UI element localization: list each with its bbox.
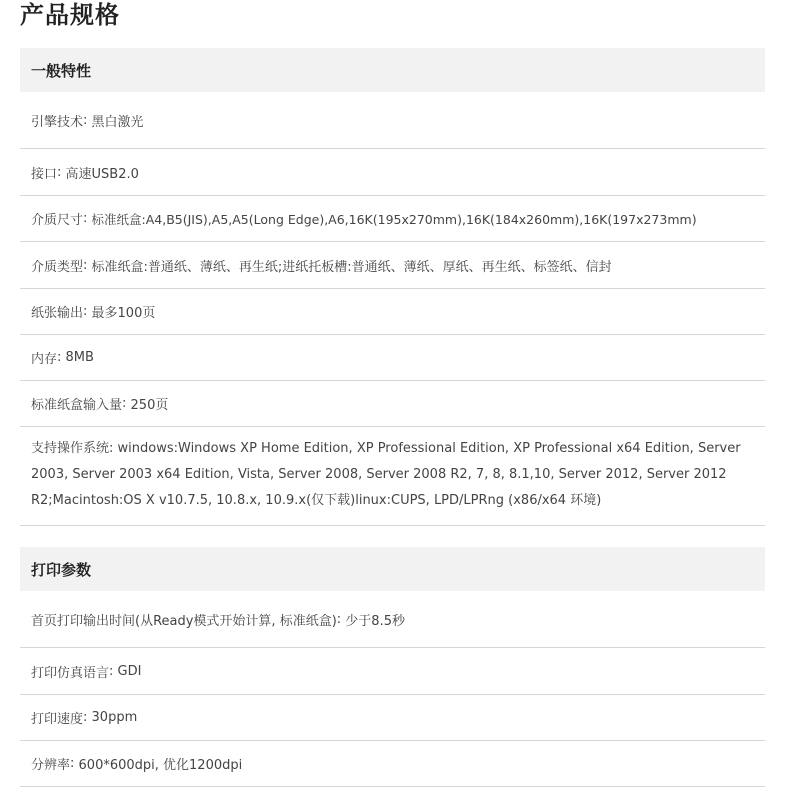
spec-row-emulation — [20, 648, 765, 695]
spec-row-tray-capacity — [20, 381, 765, 427]
spec-label: 接口 — [31, 166, 58, 182]
section-title: 一般特性 — [20, 48, 765, 92]
spec-text-block — [31, 436, 757, 514]
spec-label: 标准纸盒输入量 — [31, 398, 123, 413]
section-title: 打印参数 — [20, 547, 765, 591]
spec-separator: : — [83, 257, 92, 273]
spec-label: 分辨率 — [31, 758, 71, 773]
spec-separator: : — [57, 350, 66, 365]
spec-label: 纸张输出 — [31, 306, 84, 321]
spec-value: 少于8.5秒 — [345, 613, 405, 629]
spec-separator: : — [57, 164, 66, 180]
spec-value: 标准纸盒:A4,B5(JIS),A5,A5(Long Edge),A6,16K(195x270mm),16K(184x260mm),16K(197x273mm) — [91, 211, 697, 227]
spec-value: 600*600dpi, 优化1200dpi — [78, 758, 243, 773]
spec-row-engine — [20, 92, 765, 149]
section-general-features — [20, 48, 765, 526]
spec-value: 250页 — [130, 398, 169, 413]
spec-separator: : — [83, 211, 92, 226]
spec-label: 首页打印输出时间(从Ready模式开始计算, 标准纸盒) — [31, 613, 337, 629]
spec-value: 30ppm — [91, 710, 138, 725]
spec-separator: : — [109, 663, 118, 679]
spec-row-supported-os — [20, 427, 765, 526]
spec-label: 引擎技术 — [31, 114, 84, 130]
spec-value: 标准纸盒:普通纸、薄纸、再生纸;进纸托板槽:普通纸、薄纸、厚纸、再生纸、标签纸、信封 — [91, 259, 612, 275]
spec-row-media-size — [20, 196, 765, 242]
spec-separator: : — [109, 441, 118, 456]
spec-separator: : — [122, 396, 131, 411]
spec-label: 内存 — [31, 352, 58, 367]
spec-value: 高速USB2.0 — [65, 166, 139, 182]
spec-row-interface — [20, 149, 765, 196]
spec-label: 介质类型 — [31, 259, 84, 275]
spec-row-first-page-time — [20, 591, 765, 648]
spec-label: 支持操作系统 — [31, 441, 110, 456]
spec-value: windows:Windows XP Home Edition, XP Professional Edition, XP Professional x64 Edition, Server 2003, Server 2003 x64 Edition, Vista, Server 2008, Server 2008 R2, 7, 8, 8.1,10, Server 2012, Server 2012 R2;Macintosh:OS X v10.7.5, 10.8.x, 10.9.x(仅下载)linux:CUPS, LPD/LPRng (x86/x64 环境) — [31, 441, 741, 508]
spec-label: 介质尺寸 — [31, 213, 84, 228]
spec-separator: : — [83, 710, 92, 725]
spec-row-paper-output — [20, 289, 765, 335]
spec-value: 黑白激光 — [91, 114, 144, 130]
spec-value: GDI — [117, 663, 142, 679]
spec-separator: : — [83, 304, 92, 319]
spec-separator: : — [70, 756, 79, 771]
spec-row-print-speed — [20, 695, 765, 741]
spec-row-memory — [20, 335, 765, 381]
section-print-parameters — [20, 547, 765, 787]
spec-row-resolution — [20, 741, 765, 787]
spec-value: 8MB — [65, 350, 94, 365]
spec-value: 最多100页 — [91, 306, 156, 321]
spec-separator: : — [83, 112, 92, 128]
spec-label: 打印速度 — [31, 712, 84, 727]
page-title: 产品规格 — [20, 1, 120, 29]
spec-separator: : — [336, 611, 346, 627]
spec-row-media-type — [20, 242, 765, 289]
spec-label: 打印仿真语言 — [31, 665, 110, 681]
